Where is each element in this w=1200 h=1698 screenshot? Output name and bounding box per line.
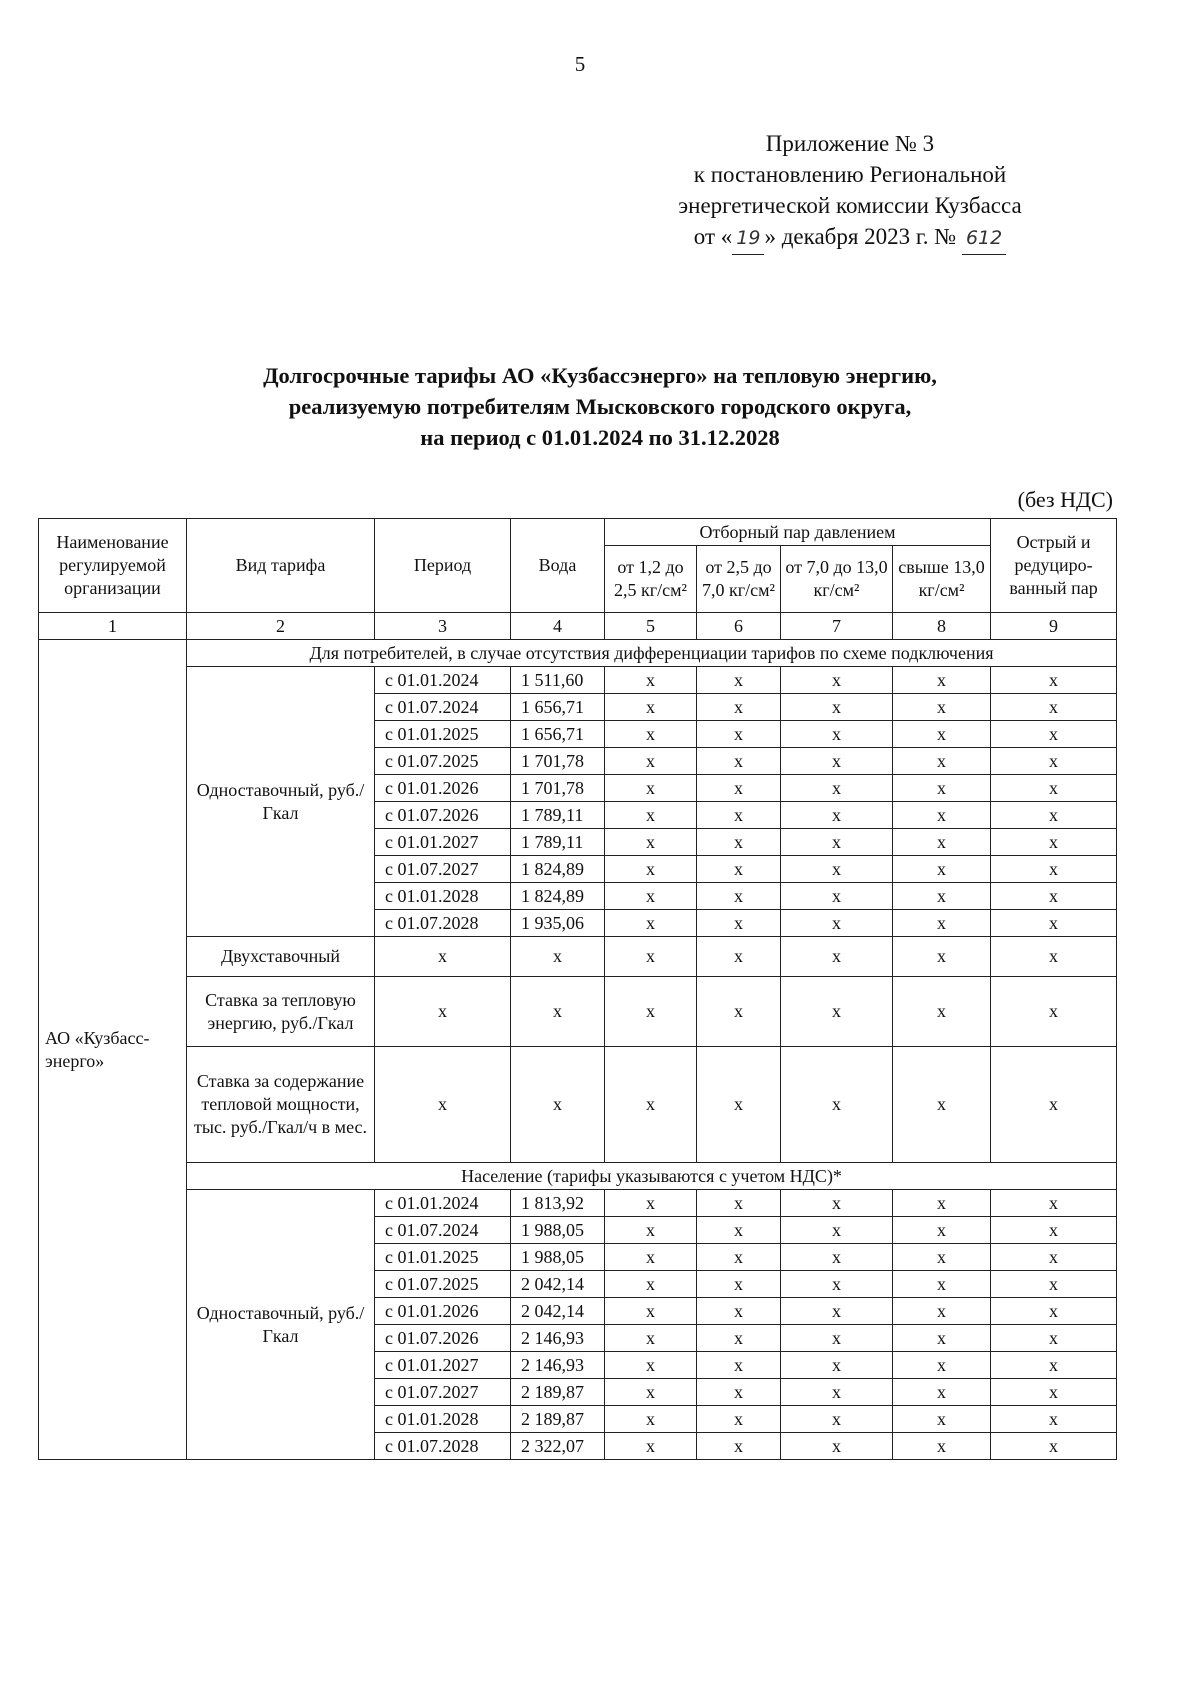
tariff-cross-cell: x — [991, 694, 1117, 721]
period-cell: с 01.01.2028 — [375, 883, 511, 910]
date-prefix: от « — [693, 224, 733, 249]
date-middle: » декабря 2023 г. № — [764, 224, 957, 249]
tariff-cross-cell: x — [991, 1190, 1117, 1217]
tariff-cross-cell: x — [697, 1325, 781, 1352]
column-number-row — [39, 613, 1117, 640]
section-1-title: Для потребителей, в случае отсутствия дифференциации тарифов по схеме подключения — [187, 640, 1117, 667]
tariff-cross-cell: x — [991, 1298, 1117, 1325]
tariff-cross-cell: x — [893, 694, 991, 721]
tariff-cross-cell: x — [605, 802, 697, 829]
tariff-cross-cell: x — [697, 856, 781, 883]
header-period: Период — [375, 519, 511, 613]
period-cell: с 01.07.2025 — [375, 748, 511, 775]
period-cell: с 01.07.2028 — [375, 1433, 511, 1460]
table-row — [39, 977, 1117, 1047]
tariff-cross-cell: x — [697, 1379, 781, 1406]
water-value-cell: 2 146,93 — [511, 1352, 605, 1379]
appendix-block — [640, 128, 1060, 255]
period-cell: с 01.07.2024 — [375, 1217, 511, 1244]
tariff-cross-cell: x — [697, 1217, 781, 1244]
water-value-cell: 1 656,71 — [511, 721, 605, 748]
table-row — [39, 937, 1117, 977]
water-value-cell: 1 701,78 — [511, 748, 605, 775]
tariff-cross-cell: x — [697, 1406, 781, 1433]
water-value-cell: 2 146,93 — [511, 1325, 605, 1352]
tariff-cross-cell: x — [697, 1047, 781, 1163]
section-2-title: Население (тарифы указываются с учетом НДС)* — [187, 1163, 1117, 1190]
tariff-cross-cell: x — [991, 1379, 1117, 1406]
tariff-cross-cell: x — [991, 883, 1117, 910]
tariff-cross-cell: x — [991, 802, 1117, 829]
organization-name: АО «Кузбасс-энерго» — [39, 640, 187, 1460]
tariff-cross-cell: x — [991, 937, 1117, 977]
water-value-cell: 1 988,05 — [511, 1244, 605, 1271]
tariff-cross-cell: x — [697, 883, 781, 910]
tariff-cross-cell: x — [697, 667, 781, 694]
period-cell: с 01.01.2024 — [375, 667, 511, 694]
tariff-cross-cell: x — [893, 775, 991, 802]
tariff-cross-cell: x — [991, 721, 1117, 748]
tariff-cross-cell: x — [697, 910, 781, 937]
period-cell: с 01.07.2026 — [375, 802, 511, 829]
tariff-cross-cell: x — [605, 1271, 697, 1298]
tariff-cross-cell: x — [375, 977, 511, 1047]
tariff-cross-cell: x — [697, 977, 781, 1047]
water-value-cell: 1 813,92 — [511, 1190, 605, 1217]
period-cell: с 01.07.2026 — [375, 1325, 511, 1352]
tariff-cross-cell: x — [991, 1271, 1117, 1298]
tariff-cross-cell: x — [991, 1433, 1117, 1460]
header-steam-2: от 2,5 до 7,0 кг/см² — [697, 546, 781, 613]
tariff-cross-cell: x — [991, 667, 1117, 694]
tariff-cross-cell: x — [605, 1325, 697, 1352]
tariff-cross-cell: x — [605, 1190, 697, 1217]
period-cell: с 01.01.2026 — [375, 1298, 511, 1325]
header-tariff-type: Вид тарифа — [187, 519, 375, 613]
tariff-cross-cell: x — [893, 977, 991, 1047]
tariff-cross-cell: x — [605, 1379, 697, 1406]
header-sharp-steam: Острый и редуциро-ванный пар — [991, 519, 1117, 613]
tariff-cross-cell: x — [991, 1406, 1117, 1433]
period-cell: с 01.07.2027 — [375, 856, 511, 883]
tariff-cross-cell: x — [893, 1352, 991, 1379]
title-line-3: на период с 01.01.2024 по 31.12.2028 — [420, 425, 780, 450]
tariff-cross-cell: x — [991, 910, 1117, 937]
tariff-cross-cell: x — [781, 856, 893, 883]
tariff-cross-cell: x — [781, 977, 893, 1047]
tariff-cross-cell: x — [781, 1325, 893, 1352]
tariff-cross-cell: x — [511, 1047, 605, 1163]
period-cell: с 01.01.2027 — [375, 1352, 511, 1379]
tariff-cross-cell: x — [781, 694, 893, 721]
tariff-cross-cell: x — [781, 937, 893, 977]
period-cell: с 01.07.2028 — [375, 910, 511, 937]
tariff-cross-cell: x — [893, 1298, 991, 1325]
col-number: 3 — [375, 613, 511, 640]
tariff-cross-cell: x — [893, 1244, 991, 1271]
tariff-cross-cell: x — [893, 1217, 991, 1244]
tariff-cross-cell: x — [375, 1047, 511, 1163]
tariff-cross-cell: x — [375, 937, 511, 977]
tariff-cross-cell: x — [991, 1244, 1117, 1271]
tariff-cross-cell: x — [605, 937, 697, 977]
tariff-cross-cell: x — [697, 721, 781, 748]
col-number: 7 — [781, 613, 893, 640]
tariff-cross-cell: x — [893, 802, 991, 829]
tariff-cross-cell: x — [605, 721, 697, 748]
tariff-cross-cell: x — [605, 977, 697, 1047]
tariff-cross-cell: x — [893, 1190, 991, 1217]
period-cell: с 01.01.2027 — [375, 829, 511, 856]
tariff-cross-cell: x — [781, 1244, 893, 1271]
tariff-cross-cell: x — [605, 1406, 697, 1433]
appendix-line-3: энергетической комиссии Кузбасса — [678, 193, 1022, 218]
period-cell: с 01.01.2028 — [375, 1406, 511, 1433]
tariff-cross-cell: x — [605, 1352, 697, 1379]
period-cell: с 01.01.2025 — [375, 1244, 511, 1271]
header-org: Наименование регулируемой организации — [39, 519, 187, 613]
water-value-cell: 2 042,14 — [511, 1298, 605, 1325]
tariff-cross-cell: x — [511, 937, 605, 977]
tariff-cross-cell: x — [511, 977, 605, 1047]
page-number: 5 — [574, 52, 586, 76]
tariff-cross-cell: x — [781, 1217, 893, 1244]
tariff-cross-cell: x — [893, 883, 991, 910]
period-cell: с 01.07.2024 — [375, 694, 511, 721]
period-cell: с 01.07.2025 — [375, 1271, 511, 1298]
tariff-cross-cell: x — [781, 667, 893, 694]
tariff-cross-cell: x — [605, 883, 697, 910]
header-steam-group: Отборный пар давлением — [605, 519, 991, 546]
tariff-cross-cell: x — [991, 748, 1117, 775]
tariff-cross-cell: x — [781, 883, 893, 910]
handwritten-day: 19 — [732, 223, 764, 255]
tariff-cross-cell: x — [991, 856, 1117, 883]
water-value-cell: 2 189,87 — [511, 1379, 605, 1406]
tariff-cross-cell: x — [781, 1352, 893, 1379]
tariff-cross-cell: x — [605, 775, 697, 802]
tariff-cross-cell: x — [991, 775, 1117, 802]
tariff-cross-cell: x — [697, 1244, 781, 1271]
tariff-cross-cell: x — [893, 1406, 991, 1433]
header-steam-1: от 1,2 до 2,5 кг/см² — [605, 546, 697, 613]
tariff-cross-cell: x — [605, 748, 697, 775]
table-row — [39, 667, 1117, 694]
title-line-1: Долгосрочные тарифы АО «Кузбассэнерго» на тепловую энергию, — [263, 363, 937, 388]
table-row — [39, 1190, 1117, 1217]
col-number: 6 — [697, 613, 781, 640]
tariff-cross-cell: x — [697, 748, 781, 775]
water-value-cell: 1 656,71 — [511, 694, 605, 721]
col-number: 9 — [991, 613, 1117, 640]
tariff-cross-cell: x — [781, 1271, 893, 1298]
water-value-cell: 1 789,11 — [511, 802, 605, 829]
tariff-cross-cell: x — [697, 1352, 781, 1379]
tariff-cross-cell: x — [605, 910, 697, 937]
tariff-cross-cell: x — [893, 1047, 991, 1163]
tariff-cross-cell: x — [781, 1298, 893, 1325]
tariff-cross-cell: x — [697, 694, 781, 721]
energy-rate-label: Ставка за тепловую энергию, руб./Гкал — [187, 977, 375, 1047]
tariff-cross-cell: x — [893, 667, 991, 694]
water-value-cell: 2 189,87 — [511, 1406, 605, 1433]
tariff-cross-cell: x — [893, 856, 991, 883]
section-row — [39, 1163, 1117, 1190]
tariff-cross-cell: x — [697, 775, 781, 802]
header-steam-4: свыше 13,0 кг/см² — [893, 546, 991, 613]
tariff-cross-cell: x — [893, 829, 991, 856]
tariff-cross-cell: x — [697, 1190, 781, 1217]
period-cell: с 01.01.2025 — [375, 721, 511, 748]
tariff-cross-cell: x — [781, 721, 893, 748]
capacity-rate-label: Ставка за содержание тепловой мощности, тыс. руб./Гкал/ч в мес. — [187, 1047, 375, 1163]
water-value-cell: 1 935,06 — [511, 910, 605, 937]
title-line-2: реализуемую потребителям Мысковского городского округа, — [288, 394, 912, 419]
table-row — [39, 1047, 1117, 1163]
tariff-cross-cell: x — [781, 829, 893, 856]
tariff-cross-cell: x — [605, 1298, 697, 1325]
tariff-cross-cell: x — [781, 748, 893, 775]
appendix-date-line — [640, 221, 1060, 255]
col-number: 1 — [39, 613, 187, 640]
col-number: 8 — [893, 613, 991, 640]
tariff-cross-cell: x — [605, 1217, 697, 1244]
vat-note: (без НДС) — [1017, 487, 1113, 512]
appendix-line-1: Приложение № 3 — [765, 131, 935, 156]
tariff-cross-cell: x — [605, 694, 697, 721]
tariff-cross-cell: x — [697, 1298, 781, 1325]
tariff-cross-cell: x — [893, 721, 991, 748]
water-value-cell: 2 322,07 — [511, 1433, 605, 1460]
tariff-cross-cell: x — [697, 829, 781, 856]
water-value-cell: 1 701,78 — [511, 775, 605, 802]
tariff-cross-cell: x — [893, 1271, 991, 1298]
tariff-cross-cell: x — [605, 1047, 697, 1163]
period-cell: с 01.07.2027 — [375, 1379, 511, 1406]
single-rate-label: Одноставочный, руб./Гкал — [187, 1190, 375, 1460]
col-number: 2 — [187, 613, 375, 640]
col-number: 5 — [605, 613, 697, 640]
document-title — [100, 360, 1100, 453]
tariff-cross-cell: x — [781, 802, 893, 829]
tariff-cross-cell: x — [893, 937, 991, 977]
tariff-cross-cell: x — [781, 910, 893, 937]
two-rate-label: Двухставочный — [187, 937, 375, 977]
tariff-cross-cell: x — [991, 977, 1117, 1047]
tariff-cross-cell: x — [991, 1217, 1117, 1244]
tariff-cross-cell: x — [781, 1190, 893, 1217]
tariff-cross-cell: x — [781, 1406, 893, 1433]
tariff-cross-cell: x — [697, 937, 781, 977]
tariff-cross-cell: x — [781, 775, 893, 802]
tariff-cross-cell: x — [893, 1379, 991, 1406]
tariff-cross-cell: x — [893, 1433, 991, 1460]
tariff-cross-cell: x — [781, 1047, 893, 1163]
water-value-cell: 1 511,60 — [511, 667, 605, 694]
tariff-cross-cell: x — [893, 910, 991, 937]
tariff-cross-cell: x — [605, 1244, 697, 1271]
tariff-cross-cell: x — [781, 1433, 893, 1460]
header-water: Вода — [511, 519, 605, 613]
header-row-1 — [39, 519, 1117, 546]
tariff-cross-cell: x — [991, 1047, 1117, 1163]
section-row — [39, 640, 1117, 667]
period-cell: с 01.01.2026 — [375, 775, 511, 802]
water-value-cell: 1 988,05 — [511, 1217, 605, 1244]
single-rate-label: Одноставочный, руб./Гкал — [187, 667, 375, 937]
header-steam-3: от 7,0 до 13,0 кг/см² — [781, 546, 893, 613]
tariff-cross-cell: x — [605, 667, 697, 694]
tariff-cross-cell: x — [697, 1433, 781, 1460]
tariff-cross-cell: x — [605, 1433, 697, 1460]
period-cell: с 01.01.2024 — [375, 1190, 511, 1217]
tariff-cross-cell: x — [605, 829, 697, 856]
tariff-cross-cell: x — [893, 1325, 991, 1352]
water-value-cell: 1 824,89 — [511, 856, 605, 883]
tariff-table — [38, 518, 1117, 1460]
tariff-cross-cell: x — [781, 1379, 893, 1406]
tariff-cross-cell: x — [991, 1352, 1117, 1379]
water-value-cell: 2 042,14 — [511, 1271, 605, 1298]
tariff-cross-cell: x — [991, 1325, 1117, 1352]
tariff-cross-cell: x — [893, 748, 991, 775]
col-number: 4 — [511, 613, 605, 640]
tariff-cross-cell: x — [697, 1271, 781, 1298]
tariff-cross-cell: x — [605, 856, 697, 883]
tariff-cross-cell: x — [991, 829, 1117, 856]
appendix-line-2: к постановлению Региональной — [693, 162, 1007, 187]
tariff-cross-cell: x — [697, 802, 781, 829]
water-value-cell: 1 789,11 — [511, 829, 605, 856]
water-value-cell: 1 824,89 — [511, 883, 605, 910]
handwritten-doc-number: 612 — [962, 223, 1006, 255]
